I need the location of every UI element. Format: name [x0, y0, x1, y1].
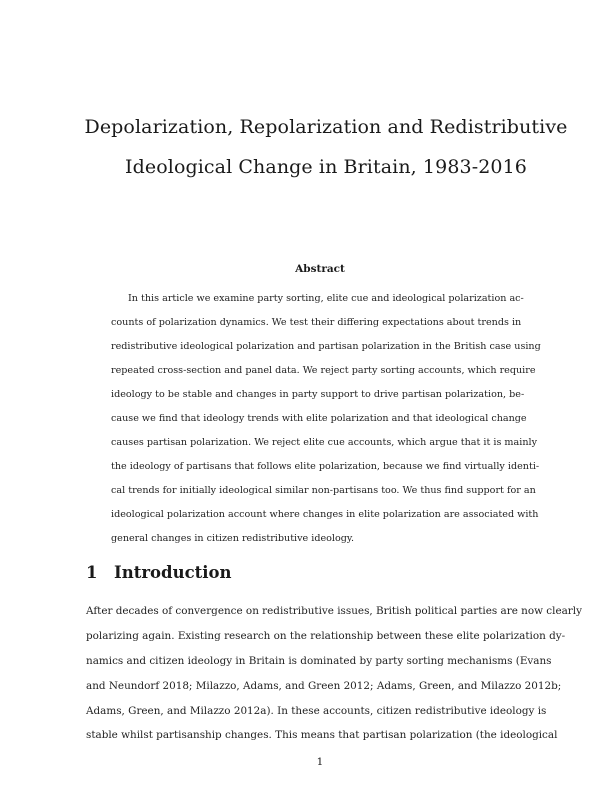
body-line: After decades of convergence on redistributive issues, British political parties are now clearly [86, 605, 582, 617]
paper-title-line-1: Depolarization, Repolarization and Redistributive [84, 116, 568, 138]
body-line: Adams, Green, and Milazzo 2012a). In these accounts, citizen redistributive ideology is [86, 705, 547, 717]
section-heading [86, 565, 232, 582]
abstract-line: the ideology of partisans that follows elite polarization, because we find virtually identi- [111, 461, 540, 472]
abstract-line: In this article we examine party sorting, elite cue and ideological polarization ac- [128, 293, 524, 304]
abstract-line: general changes in citizen redistributive ideology. [111, 533, 355, 544]
abstract-line: ideological polarization account where changes in elite polarization are associated with [111, 509, 539, 520]
abstract-heading: Abstract [295, 263, 345, 275]
body-line: stable whilst partisanship changes. This means that partisan polarization (the ideological [86, 729, 558, 741]
abstract-line: cause we find that ideology trends with elite polarization and that ideological change [111, 413, 527, 424]
abstract-line: cal trends for initially ideological similar non-partisans too. We thus find support for an [111, 485, 536, 496]
body-line: polarizing again. Existing research on the relationship between these elite polarization dy- [86, 630, 566, 642]
abstract-line: ideology to be stable and changes in party support to drive partisan polarization, be- [111, 389, 525, 400]
abstract-line: causes partisan polarization. We reject elite cue accounts, which argue that it is mainly [111, 437, 537, 448]
abstract-line: repeated cross-section and panel data. We reject party sorting accounts, which require [111, 365, 536, 376]
paper-title-line-2: Ideological Change in Britain, 1983-2016 [125, 156, 527, 178]
section-number: 1 [86, 563, 98, 582]
body-line: and Neundorf 2018; Milazzo, Adams, and Green 2012; Adams, Green, and Milazzo 2012b; [86, 680, 562, 692]
page-number: 1 [316, 756, 324, 768]
body-line: namics and citizen ideology in Britain is dominated by party sorting mechanisms (Evans [86, 655, 552, 667]
abstract-line: redistributive ideological polarization and partisan polarization in the British case using [111, 341, 541, 352]
section-title: Introduction [114, 563, 232, 582]
abstract-line: counts of polarization dynamics. We test their differing expectations about trends in [111, 317, 522, 328]
